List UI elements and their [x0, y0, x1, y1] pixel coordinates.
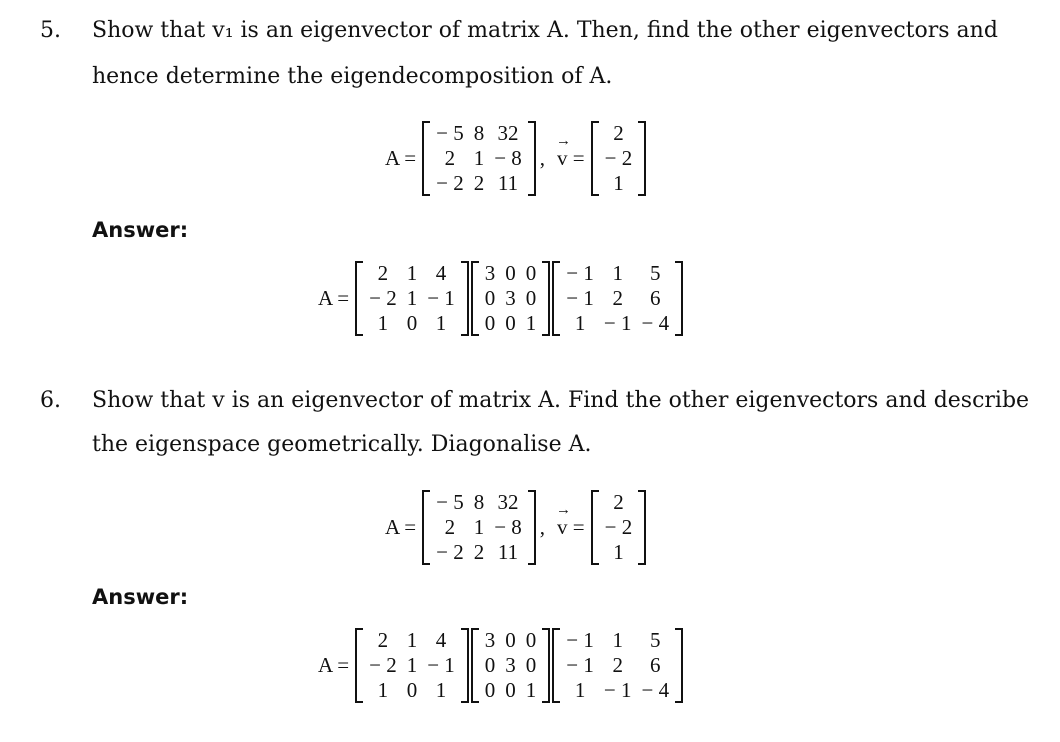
question-6-line-2: the eigenspace geometrically. Diagonalise A.: [92, 432, 592, 457]
matrix-row: [561, 628, 674, 653]
vector-v-label: → v =: [557, 146, 585, 171]
matrix-entry: 0: [505, 628, 516, 652]
matrix-entry: 3: [484, 628, 496, 652]
matrix-entry: − 1: [603, 311, 632, 335]
q6-given-equation: [385, 490, 646, 565]
matrix-entry: 8: [473, 490, 485, 514]
matrix-entry: 2: [377, 261, 389, 285]
comma: ,: [539, 146, 546, 170]
matrix-row: [480, 286, 542, 311]
matrix-entry: 6: [650, 286, 661, 310]
matrix-entry: 1: [406, 628, 418, 652]
q6-matrix-p-inverse: [552, 628, 683, 703]
matrix-row: [561, 261, 674, 286]
matrix-grid: [480, 261, 542, 336]
matrix-row: [480, 311, 542, 336]
matrix-entry: − 5: [436, 490, 464, 514]
matrix-entry: 3: [484, 261, 496, 285]
matrix-row: [561, 286, 674, 311]
matrix-entry: − 8: [494, 515, 522, 539]
matrix-entry: 0: [484, 311, 496, 335]
matrix-row: [364, 628, 460, 653]
matrix-entry: − 5: [436, 121, 464, 145]
matrix-entry: 1: [435, 311, 447, 335]
matrix-entry: 0: [484, 286, 496, 310]
matrix-entry: 1: [525, 311, 537, 335]
matrix-grid: [600, 490, 638, 565]
question-6-number: 6.: [40, 388, 61, 413]
matrix-entry: 32: [497, 490, 519, 514]
q5-answer-equation: [318, 261, 683, 336]
matrix-grid: [431, 490, 527, 565]
matrix-row: [364, 678, 460, 703]
matrix-entry: − 4: [641, 678, 670, 702]
matrix-grid: [480, 628, 542, 703]
matrix-grid: [364, 261, 460, 336]
matrix-entry: 1: [406, 653, 418, 677]
matrix-grid: [364, 628, 460, 703]
matrix-row: [561, 311, 674, 336]
a-label: A =: [385, 146, 417, 170]
q5-matrix-p-inverse: [552, 261, 683, 336]
matrix-entry: − 1: [566, 653, 594, 677]
matrix-entry: 6: [650, 653, 661, 677]
matrix-entry: 2: [444, 515, 456, 539]
vector-v-label: → v =: [557, 515, 585, 540]
matrix-row: [480, 678, 542, 703]
matrix-entry: − 2: [604, 146, 633, 170]
matrix-entry: 5: [650, 628, 661, 652]
matrix-grid: [600, 121, 638, 196]
matrix-entry: 2: [377, 628, 389, 652]
matrix-row: [600, 515, 638, 540]
matrix-entry: − 1: [427, 653, 455, 677]
matrix-row: [431, 146, 527, 171]
matrix-entry: 0: [406, 311, 418, 335]
matrix-entry: 1: [613, 540, 624, 564]
matrix-row: [364, 653, 460, 678]
matrix-entry: − 1: [427, 286, 455, 310]
q5-given-equation: [385, 121, 646, 196]
matrix-entry: 11: [497, 540, 519, 564]
question-5-line-2: hence determine the eigendecomposition of A.: [92, 64, 613, 89]
matrix-entry: 1: [406, 286, 418, 310]
matrix-entry: 2: [444, 146, 456, 170]
matrix-row: [480, 261, 542, 286]
matrix-entry: 1: [613, 171, 624, 195]
matrix-entry: 0: [484, 678, 496, 702]
matrix-entry: 11: [497, 171, 519, 195]
matrix-row: [431, 540, 527, 565]
matrix-entry: 0: [484, 653, 496, 677]
matrix-row: [431, 171, 527, 196]
matrix-entry: 1: [574, 678, 586, 702]
matrix-entry: 0: [505, 311, 516, 335]
matrix-entry: 0: [406, 678, 418, 702]
question-5-number: 5.: [40, 18, 61, 43]
q5-matrix-d: [471, 261, 551, 336]
matrix-entry: − 1: [603, 678, 632, 702]
q5-matrix-a: [422, 121, 536, 196]
q5-matrix-p: [355, 261, 469, 336]
matrix-row: [431, 121, 527, 146]
matrix-entry: 0: [525, 261, 537, 285]
matrix-entry: 3: [505, 286, 516, 310]
matrix-entry: − 1: [566, 286, 594, 310]
matrix-entry: 2: [613, 490, 624, 514]
matrix-entry: − 2: [369, 286, 397, 310]
matrix-entry: 2: [612, 286, 623, 310]
matrix-entry: 0: [525, 286, 537, 310]
matrix-entry: 1: [612, 261, 623, 285]
matrix-entry: 1: [377, 678, 389, 702]
matrix-entry: 1: [473, 146, 485, 170]
matrix-entry: 1: [612, 628, 623, 652]
matrix-row: [364, 286, 460, 311]
matrix-entry: 32: [497, 121, 519, 145]
matrix-entry: − 4: [641, 311, 670, 335]
matrix-entry: 1: [377, 311, 389, 335]
q6-matrix-p: [355, 628, 469, 703]
matrix-row: [561, 678, 674, 703]
matrix-entry: − 8: [494, 146, 522, 170]
matrix-entry: 0: [525, 628, 537, 652]
matrix-grid: [431, 121, 527, 196]
matrix-entry: 1: [473, 515, 485, 539]
matrix-row: [561, 653, 674, 678]
matrix-row: [480, 628, 542, 653]
matrix-entry: 2: [473, 171, 485, 195]
comma: ,: [539, 515, 546, 539]
a-label: A =: [385, 515, 417, 539]
matrix-entry: − 2: [369, 653, 397, 677]
matrix-entry: 0: [505, 261, 516, 285]
a-label: A =: [318, 286, 350, 310]
matrix-entry: − 1: [566, 261, 594, 285]
matrix-entry: − 2: [436, 540, 464, 564]
matrix-entry: − 2: [604, 515, 633, 539]
matrix-grid: [561, 628, 674, 703]
question-6-line-1: Show that v is an eigenvector of matrix A. Find the other eigenvectors and describe: [92, 388, 1030, 413]
matrix-row: [431, 490, 527, 515]
q6-matrix-d: [471, 628, 551, 703]
matrix-entry: − 1: [566, 628, 594, 652]
a-label: A =: [318, 653, 350, 677]
matrix-entry: 0: [505, 678, 516, 702]
matrix-entry: 2: [613, 121, 624, 145]
matrix-entry: 1: [406, 261, 418, 285]
matrix-row: [480, 653, 542, 678]
q6-vector-v: [591, 490, 647, 565]
q6-matrix-a: [422, 490, 536, 565]
matrix-entry: 1: [435, 678, 447, 702]
matrix-entry: 3: [505, 653, 516, 677]
matrix-entry: 2: [473, 540, 485, 564]
matrix-entry: 1: [525, 678, 537, 702]
matrix-entry: 5: [650, 261, 661, 285]
matrix-grid: [561, 261, 674, 336]
matrix-entry: 0: [525, 653, 537, 677]
question-5-answer-label: Answer:: [92, 218, 189, 242]
matrix-entry: 1: [574, 311, 586, 335]
matrix-entry: − 2: [436, 171, 464, 195]
matrix-entry: 2: [612, 653, 623, 677]
matrix-row: [600, 146, 638, 171]
matrix-row: [600, 540, 638, 565]
matrix-row: [431, 515, 527, 540]
matrix-entry: 8: [473, 121, 485, 145]
q6-answer-equation: [318, 628, 683, 703]
matrix-entry: 4: [435, 261, 447, 285]
matrix-row: [600, 171, 638, 196]
matrix-row: [364, 311, 460, 336]
question-6-answer-label: Answer:: [92, 585, 189, 609]
matrix-row: [600, 121, 638, 146]
q5-vector-v: [591, 121, 647, 196]
question-5-line-1: Show that v₁ is an eigenvector of matrix A. Then, find the other eigenvectors and: [92, 18, 998, 43]
matrix-entry: 4: [435, 628, 447, 652]
matrix-row: [600, 490, 638, 515]
matrix-row: [364, 261, 460, 286]
